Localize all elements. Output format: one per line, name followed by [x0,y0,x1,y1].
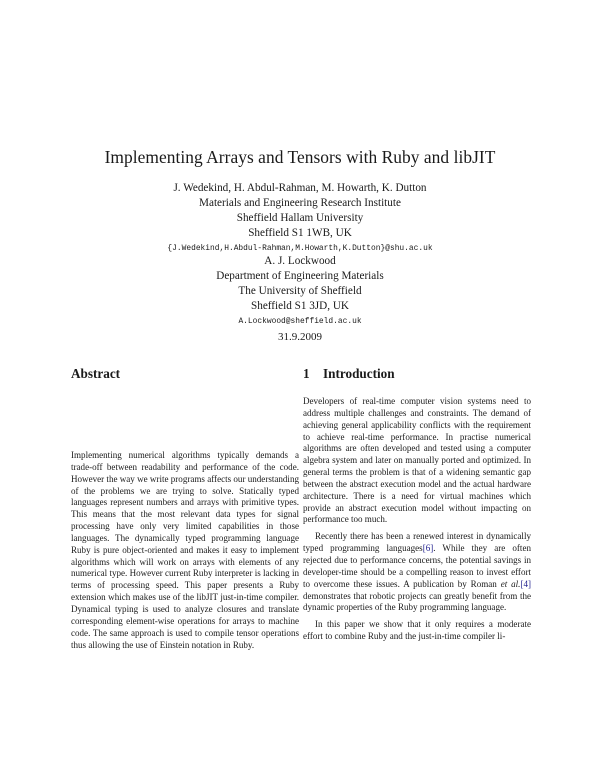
et-al-text: et al. [500,578,521,589]
abstract-body [71,450,299,651]
section-title: Introduction [323,366,395,381]
paragraph-text: Recently there has been a renewed interest in dynamically typed programming languages [303,531,531,554]
author-names: A. J. Lockwood [264,255,336,267]
author-block-sheffield [0,254,600,329]
section-number: 1 [303,366,310,381]
author-names: J. Wedekind, H. Abdul-Rahman, M. Howarth, K. Dutton [173,182,427,194]
citation-link-4[interactable]: [4] [520,578,531,589]
paragraph-text: demonstrates that robotic projects can greatly benefit from the dynamic properties of the Ruby programming language. [303,590,531,613]
university-name: Sheffield Hallam University [236,212,364,224]
author-block-shu [0,181,600,256]
author-email[interactable]: A.Lockwood@sheffield.ac.uk [238,317,362,326]
institute-name: Materials and Engineering Research Institute [199,197,401,209]
paper-title: Implementing Arrays and Tensors with Ruby and libJIT [104,147,496,167]
introduction-body [303,396,531,643]
intro-paragraph-2 [303,531,531,614]
abstract-heading: Abstract [71,366,121,381]
citation-link-6[interactable]: [6] [422,543,434,554]
author-emails[interactable]: {J.Wedekind,H.Abdul-Rahman,M.Howarth,K.Dutton}@shu.ac.uk [167,244,433,253]
department-name: Department of Engineering Materials [216,270,384,282]
intro-paragraph-1: Developers of real-time computer vision systems need to address multiple challenges and constraints. The demand of achieving general applicability conflicts with the requirement to achieve real-time performance. In practise numerical algorithms are often developed and tested using a computer algebra system and later on manually ported and optimized. In general terms the problem is that of a widening semantic gap between the abstract execution model and the actual hardware architecture. There is a need for virtual machines which provide an abstract execution model without impacting on performance too much. [303,396,531,525]
abstract-paragraph: Implementing numerical algorithms typically demands a trade-off between readability and performance of the code. However the way we write programs affects our understanding of the problems we are trying to solve. Statically typed languages represent numbers and arrays with primitive types. This means that the most relevant data types for signal processing have only very limited capabilities in those languages. The dynamically typed programming language Ruby is pure object-oriented and makes it easy to implement algorithms which will work on arrays with elements of any numerical type. However current Ruby interpreter is lacking in terms of processing speed. This paper presents a Ruby extension which makes use of the libJIT just-in-time compiler. Dynamical typing is used to analyze closures and translate corresponding element-wise operations for arrays to machine code. The same approach is used to compile tensor operations thus allowing the use of Einstein notation in Ruby. [71,450,299,650]
postal-address: Sheffield S1 3JD, UK [251,300,349,312]
introduction-heading [303,366,395,382]
postal-address: Sheffield S1 1WB, UK [248,227,352,239]
paper-date: 31.9.2009 [278,331,322,343]
university-name: The University of Sheffield [238,285,362,297]
intro-paragraph-3: In this paper we show that it only requires a moderate effort to combine Ruby and the just-in-time compiler li- [303,619,531,642]
paragraph-text: . While they are often rejected due to performance concerns, the potential savings in developer-time should be a compelling reason to invest effort to overcome these issues. A publication by Roman [303,543,531,589]
